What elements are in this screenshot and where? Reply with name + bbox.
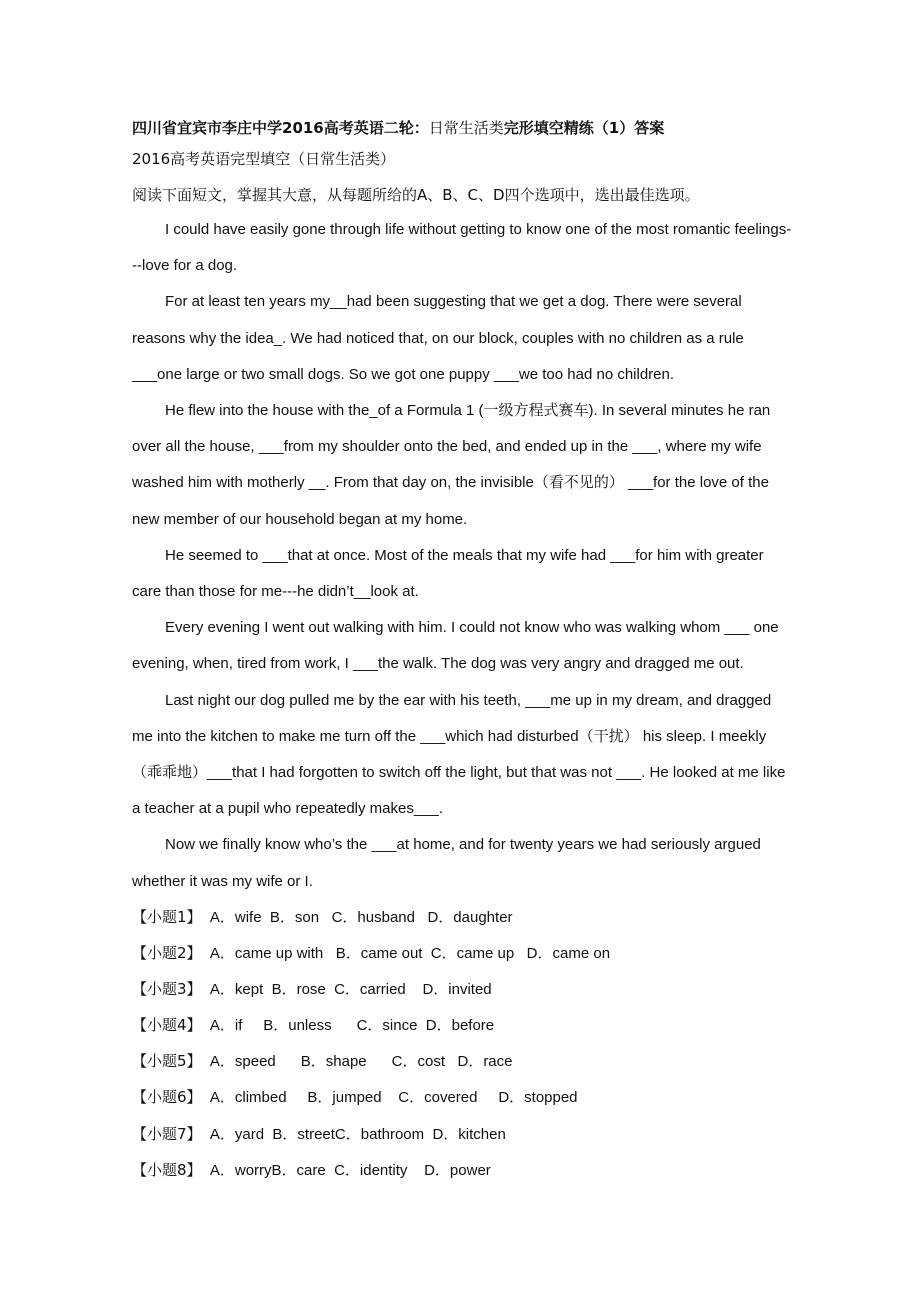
question-label: 【小题5】	[132, 1052, 202, 1071]
document-title	[132, 117, 664, 138]
question-label: 【小题2】	[132, 944, 202, 963]
question-options: A．came up with B．came out C．came up D．came on	[201, 945, 611, 963]
question-row	[132, 1152, 792, 1188]
instruction-text: 阅读下面短文，掌握其大意，从每题所给的A、B、C、D四个选项中，选出最佳选项。	[132, 186, 700, 204]
question-row	[132, 1079, 792, 1115]
question-options: A．wife B．son C．husband D．daughter	[201, 909, 513, 926]
question-row	[132, 899, 792, 935]
question-options: A．worryB．care C．identity D．power	[201, 1161, 491, 1179]
title-part-2: 日常生活类	[428, 119, 504, 137]
passage-paragraph: He flew into the house with the_of a Formula 1 (一级方程式赛车). In several minutes he ran over all the house, ___from my shoulder onto the bed, and ended up in the ___, where my wife washed him with motherly __. From that day on, the invisible（看不见的） ___for the love of the new member of our household began at my home.	[132, 402, 771, 528]
question-row	[132, 935, 792, 971]
question-options: A．climbed B．jumped C．covered D．stopped	[201, 1089, 578, 1107]
passage-paragraph: Every evening I went out walking with him. I could not know who was walking whom ___ one evening, when, tired from work, I ___the walk. The dog was very angry and dragged me out.	[132, 619, 779, 673]
title-part-3: 完形填空精练（1）答案	[503, 119, 665, 137]
question-options: A．yard B．streetC．bathroom D．kitchen	[201, 1125, 506, 1143]
question-row	[132, 1007, 792, 1043]
question-label: 【小题7】	[132, 1124, 202, 1143]
document-subtitle: 2016高考英语完型填空（日常生活类）	[132, 150, 396, 168]
passage-paragraph: For at least ten years my__had been suggesting that we get a dog. There were several reasons why the idea_. We had noticed that, on our block, couples with no children as a rule ___one large or two small dogs. So we got one puppy ___we too had no children.	[132, 293, 744, 383]
question-row	[132, 1043, 792, 1079]
passage-paragraph: Now we finally know who’s the ___at home, and for twenty years we had seriously argued whether it was my wife or I.	[132, 836, 761, 890]
question-label: 【小题3】	[132, 980, 202, 999]
question-options: A．if B．unless C．since D．before	[201, 1017, 495, 1035]
question-options: A．kept B．rose C．carried D．invited	[201, 981, 492, 999]
question-row	[132, 971, 792, 1007]
question-label: 【小题6】	[132, 1088, 202, 1107]
question-label: 【小题4】	[132, 1016, 202, 1035]
passage-paragraph: I could have easily gone through life without getting to know one of the most romantic feelings---love for a dog.	[132, 221, 792, 275]
question-options: A．speed B．shape C．cost D．race	[201, 1053, 513, 1071]
question-list	[132, 899, 792, 1188]
question-label: 【小题8】	[132, 1160, 202, 1179]
passage-paragraph: Last night our dog pulled me by the ear with his teeth, ___me up in my dream, and dragged me into the kitchen to make me turn off the ___which had disturbed（干扰） his sleep. I meekly（乖乖地）___that I had forgotten to switch off the light, but that was not ___. He looked at me like a teacher at a pupil who repeatedly makes___.	[132, 691, 786, 818]
passage-paragraph: He seemed to ___that at once. Most of the meals that my wife had ___for him with greater care than those for me---he didn’t__look at.	[132, 546, 764, 601]
title-part-1: 四川省宜宾市李庄中学2016高考英语二轮：	[132, 119, 429, 137]
question-row	[132, 1116, 792, 1152]
cloze-passage	[132, 212, 792, 900]
question-label: 【小题1】	[132, 908, 202, 926]
